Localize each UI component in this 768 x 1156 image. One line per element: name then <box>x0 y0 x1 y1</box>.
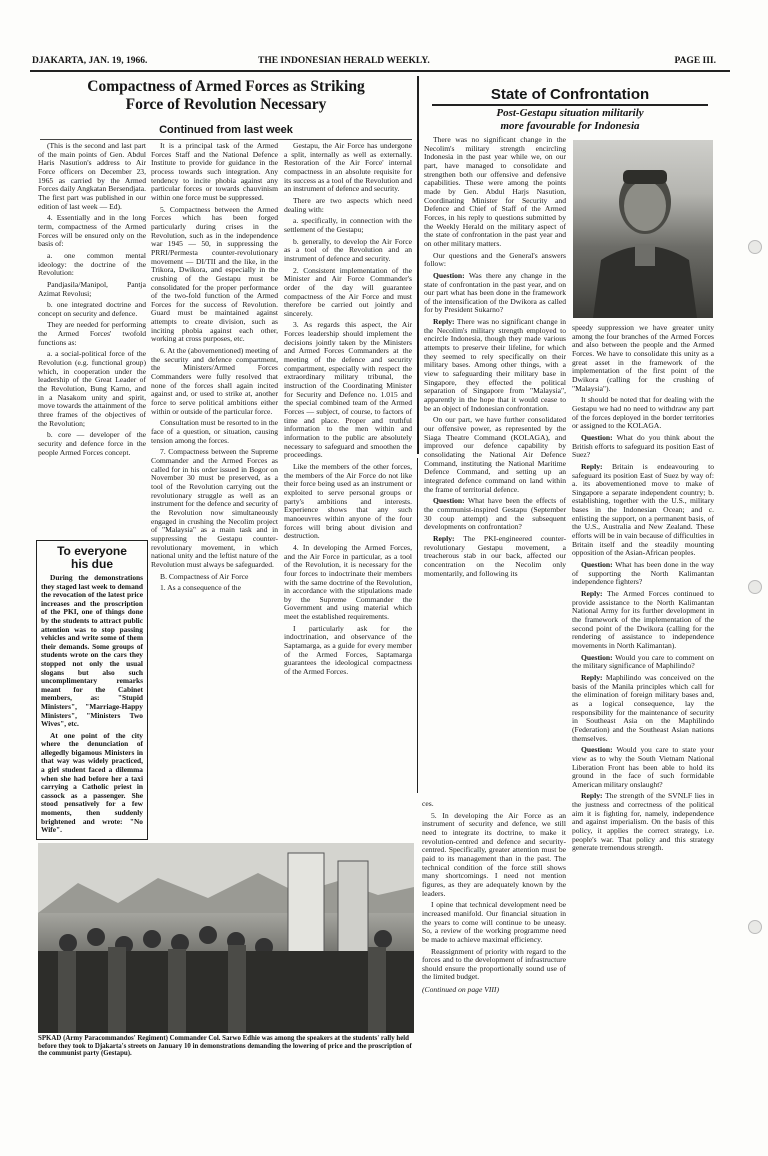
paragraph: During the demonstrations they staged last week to demand the revocation of the latest price increases and the proscription of the PKI, one of things done by the students to attract public attention was to stop passing vehicles and write some of them their demands. Some groups of students wrote on the cars they stopped not only the usual slogans but also such uncomplimentary remarks meant for the Cabinet members, as: "Stupid Ministers", "Marriage-Happy Ministers", "Ministers Two Wives", etc. <box>41 573 143 729</box>
paragraph: 7. Compactness between the Supreme Commander and the Armed Forces as called for in his order issued in Bogor on November 30 must be preserved, as a tool of the Revolution carrying out the revolutionary struggle as well as an instrument for the defence and security of the Revolution now simultaneously engaged in crushing the Necolim project of "Malaysia" as a main task and in suppressing the Gestapu counter-revolutionary movement, in which national unity and the leftist nature of the Revolution must always be safeguarded. <box>151 447 278 569</box>
paragraph: There was no significant change in the Necolim's military strength encircling Indonesia in the past year while we, on our part, have managed to consolidate and strengthen both our offensive and defensive capabilities. These were among the points made by Gen. Abdul Harjs Nasution, Coordinating Minister for Security and Defence and Chief of Staff of the Armed Forces, in his reply to questions submitted by the Weekly Herald on the military aspect of the state of confrontation in the past year and on other military matters. <box>424 135 566 248</box>
qa-label: Question: <box>581 560 613 570</box>
paragraph: 6. At the (abovementioned) meeting of the security and defence compartment, the Ministers/Armed Forces Commanders were fully resolved that none of the forces shall again incited against and, or used to strike at, another force to serve political ambitions either within or outside of the particular force. <box>151 346 278 416</box>
punch-hole <box>748 580 762 594</box>
paragraph: They are needed for performing the Armed Forces' twofold functions as: <box>38 320 146 347</box>
right-column-b <box>572 323 714 853</box>
qa-label: Reply: <box>581 791 603 801</box>
paragraph: Question: What do you think about the British efforts to safeguard its position East of Suez? <box>572 432 714 460</box>
qa-label: Question: <box>581 745 613 755</box>
portrait-photo <box>573 140 713 318</box>
paragraph: Reply: Maphilindo was conceived on the basis of the Manila principles which call for the elimination of foreign military bases and, as a logical consequence, lay the responsibility for the maintenance of security in Southeast Asia on the Maphilindo (Federation) and the Southeast Asian nations themselves. <box>572 672 714 743</box>
paragraph: There are two aspects which need dealing with: <box>284 195 412 214</box>
paragraph: I opine that technical development need be increased manifold. Our financial situation in the years to come will continue to be uneasy. So, a review of the working programme need be made to achieve maximal efficiency. <box>422 900 566 944</box>
paragraph: Reply: The PKI-engineered counter-revolutionary Gestapu movement, a treacherous stab in our back, affected our concentration on the Necolim only momentarily, and following its <box>424 533 566 578</box>
box-headline-line-2: his due <box>70 557 113 571</box>
paragraph: 3. As regards this aspect, the Air Forces leadership should implement the decisions jointly taken by the Ministers and Armed Forces Commanders at the meeting of the defence and security compartment, especially with respect the extraordinary military tribunal, the instruction of the Coordinating Minister for Security and Defence no. 1.015 and the special combined team of the Armed Forces — subject, of course, to factors of time and place. Proper and truthful information to the men within and information to the public are absolutely necessary to safeguard and smoothen the proceedings. <box>284 320 412 460</box>
paragraph: Pandjasila/Manipol, Pantja Azimat Revolusi; <box>38 279 146 298</box>
paragraph: Question: Was there any change in the state of confrontation in the past year, and on our part what has been done in the framework of the intensification of the Dwikora as called for by President Sukarno? <box>424 270 566 315</box>
right-column-b-lower <box>572 808 714 1070</box>
left-column-2 <box>151 142 278 844</box>
column-rule-lower <box>417 458 418 793</box>
punch-hole <box>748 920 762 934</box>
paragraph: speedy suppression we have greater unity among the four branches of the Armed Forces and also between the people and the Armed Forces. We have to consolidate this unity as a great asset in the framework of the implementation of the first point of the Dwikora (calling for the crushing of "Malaysia"). <box>572 323 714 393</box>
paragraph: On our part, we have further consolidated our offensive power, as represented by the Siaga Theatre Command (KOLAGA), and improved our defence capability by consolidating the National Air Defence Command, instituting the National Maritime Defence Command, and setting up an integrated defence command on land within the frame of territorial defence. <box>424 415 566 494</box>
paragraph: b. core — developer of the security and defence force in the people Armed Forces concept. <box>38 430 146 457</box>
left-column-3 <box>284 142 412 840</box>
right-subhead-line-2: more favourable for Indonesia <box>500 120 640 132</box>
paragraph: Gestapu, the Air Force has undergone a split, internally as well as externally. Restoration of the Air Force' internal compactness in an absolute requisite for its success as a tool of the Revolution and an instrument of defence and security. <box>284 141 412 194</box>
paragraph: b. one integrated doctrine and concept on security and defence. <box>38 300 146 318</box>
portrait-illustration <box>573 140 713 318</box>
subhead-rule <box>40 139 412 140</box>
right-subhead-line-1: Post-Gestapu situation militarily <box>496 107 644 119</box>
qa-label: Question: <box>581 432 613 442</box>
box-headline-line-1: To everyone <box>57 544 127 558</box>
paragraph: Question: What has been done in the way of supporting the North Kalimantan independence fighters? <box>572 560 714 587</box>
rally-photo <box>38 843 414 1033</box>
dateline: DJAKARTA, JAN. 19, 1966. <box>32 56 148 66</box>
paragraph: Reply: The strength of the SVNLF lies in the justness and correctness of the political aim it is fighting for, namely, independence and against imperialism. On the basis of this policy, it applies the correct strategy, i.e. people's war. That policy and this strategy generate tremendous strength. <box>572 791 714 853</box>
paragraph: a. specifically, in connection with the settlement of the Gestapu; <box>284 216 412 234</box>
qa-label: Reply: <box>433 533 455 543</box>
paragraph: Question: Would you care to comment on the military significance of Maphilindo? <box>572 652 714 671</box>
qa-label: Question: <box>581 652 613 662</box>
right-column-c <box>422 800 566 1060</box>
paragraph: Question: Would you care to state your view as to why the South Vietnam National Liberation Front has been able to hold its ground in the face of such formidable American military onslaught? <box>572 745 714 789</box>
qa-label: Reply: <box>433 317 455 327</box>
qa-label: Question: <box>433 496 465 506</box>
paragraph: 2. Consistent implementation of the Minister and Air Force Commander's order of the day will guarantee compactness of the Air Force and must therefore be carried out jointly and sincerely. <box>284 265 412 318</box>
masthead <box>30 54 730 72</box>
column-rule <box>417 76 419 454</box>
left-headline <box>40 78 412 114</box>
paragraph: It should be noted that for dealing with the Gestapu we had no need to withdraw any part of the forces deployed in the border territories or assigned to the KOLAGA. <box>572 395 714 431</box>
paragraph: 4. In developing the Armed Forces, and the Air Force in particular, as a tool of the Revolution, it is necessary for the four forces to indoctrinate their members with the same doctrine of the Revolution, in accordance with the stipulations made by the Supreme Commander the Government and using material which meet the established requirements. <box>284 542 412 622</box>
paragraph: a. a social-political force of the Revolution (e.g. functional group) which, in cooperation under the leadership of the Great Leader of the Revolution, Bung Karno, and in a Nasakom unity and spirit, move towards the attainment of the three frames of the objectives of the Revolution; <box>38 349 146 428</box>
left-column-1 <box>38 142 146 536</box>
sidebar-box <box>36 540 148 840</box>
qa-label: Reply: <box>581 461 603 471</box>
left-subhead: Continued from last week <box>159 124 293 136</box>
paragraph: Reply: Britain is endeavouring to safeguard its position East of Suez by way of: a. its abovementioned move to make of Singapore a separate independent country; b. establishing, together with the U.S., military bases in the Indonesian Ocean; and c. enlisting the support, on a permanent basis, of the U.S., Australia and New Zealand. These efforts will be in vain because of difficulties in Britain itself and the steadily mounting opposition of the Asian-African peoples. <box>572 461 714 558</box>
paragraph: I particularly ask for the indoctrination, and observance of the Saptamarga, as a guide for every member of the Armed Forces, Saptamarga guarantees the ideological compactness of the Armed Forces. <box>284 623 412 677</box>
qa-label: Reply: <box>581 672 603 682</box>
punch-hole <box>748 240 762 254</box>
right-column-a <box>424 136 566 796</box>
left-headline-line-1: Compactness of Armed Forces as Striking <box>87 78 365 95</box>
paragraph: It is a principal task of the Armed Forces Staff and the National Defence Institute to provide for guidance in the process towards such integration. Any tendency to incite phobia against any particular forces or towards chauvinism within one force must be suppressed. <box>151 141 278 202</box>
qa-label: Question: <box>433 270 465 280</box>
paragraph: ces. <box>422 799 434 808</box>
left-headline-line-2: Force of Revolution Necessary <box>125 96 327 113</box>
paragraph: 5. In developing the Air Force as an instrument of security and defence, we still need to integrate its doctrine, to make it revolution-centred and defence and security-centred. Specifically, greater attention must be paid to its management than in the past. The technical condition of the force still shows many shortcomings. I need not mention figures, as they are adequately known by the leaders. <box>422 810 566 898</box>
paragraph: Question: What have been the effects of the communist-inspired Gestapu (September 30 coup attempt) and the subsequent developments on confrontation? <box>424 496 566 532</box>
continued-note: (Continued on page VIII) <box>422 985 499 995</box>
paragraph: Like the members of the other forces, the members of the Air Force do not like their force being used as an instrument or exploited to serve personal groups or party's ambitions and interests. Experience shows that any such manoeuvres within anyone of the four forces will bring about division and destruction. <box>284 461 412 541</box>
paragraph: (This is the second and last part of the main points of Gen. Abdul Haris Nasution's address to Air Force officers on December 23, 1965 as carried by the Armed Forces daily Angkatan Bersendjata. The first part was published in our edition of last week — Ed). <box>38 141 146 211</box>
paragraph: Reply: The Armed Forces continued to provide assistance to the North Kalimantan National Army for its further development in the framework of the implementation of the second point of the Dwikora (calling for the rendering of assistance to independence movements in North Kalimantan). <box>572 589 714 650</box>
paragraph: 1. As a consequence of the <box>160 583 241 593</box>
box-body <box>41 574 143 836</box>
qa-label: Reply: <box>581 589 603 599</box>
photo-caption: SPKAD (Army Paracommandos' Regiment) Commander Col. Sarwo Edhie was among the speakers at the students' rally held before they took to Djakarta's streets on January 10 in demonstrations demanding the lowering of price and the proscription of the communist party (Gestapu). <box>38 1035 412 1058</box>
right-headline: State of Confrontation <box>490 86 650 103</box>
paragraph: Consultation must be resorted to in the face of a question, or situation, causing tension among the forces. <box>151 418 278 445</box>
paragraph: At one point of the city where the denunciation of allegedly bigamous Ministers in that way was widely practiced, a girl student faced a dilemma when she had before her a taxi carrying a Catholic priest in cassock as a passenger. She stood pensatively for a few moments, then suddenly brightened and wrote: "No Wife". <box>41 730 143 835</box>
right-subhead <box>422 107 718 133</box>
paragraph: 4. Essentially and in the long term, compactness of the Armed Forces will be ensured only on the basis of: <box>38 213 146 249</box>
paper-name: THE INDONESIAN HERALD WEEKLY. <box>258 56 430 66</box>
paragraph: b. generally, to develop the Air Force as a tool of the Revolution and an instrument of defence and security. <box>284 236 412 263</box>
rally-illustration <box>38 843 414 1033</box>
paragraph: B. Compactness of Air Force <box>160 571 249 581</box>
paragraph: Our questions and the General's answers follow: <box>424 250 566 269</box>
right-headline-rule <box>432 104 708 106</box>
continued-label: Continued on page VIII <box>424 985 497 995</box>
page-number: PAGE III. <box>674 56 716 66</box>
paragraph: Reassignment of priority with regard to the forces and to the development of infrastructure should ensure the proportionally sound use of the limited budget. <box>422 946 566 982</box>
paragraph: 5. Compactness between the Armed Forces which has been forged particularly during crises in the Revolution, such as in the independence war 1945 — 50, in suppressing the PRRI/Permesta counter-revolutionary movement — DI/TII and the like, in the Trikora, Dwikora, and especially in the crushing of the Gestapu must be consolidated for the proper performance of the two-fold function of the Armed Forces for the success of Revolution. Guard must be maintained against attempts to create division, such as inciting phobia against each other, working at cross purposes, etc. <box>151 204 278 344</box>
paragraph: Reply: There was no significant change in the Necolim's military strength employed to encircle Indonesia, though they made various attempts to preserve their lifeline, for which they seemed to rely specifically on their military bases. Among other things, with a view to safeguarding their military base in Singapore, they effected the political separation of Singapore from "Malaysia", apparently in the hope that it would cease to be an object of Indonesian confrontation. <box>424 317 566 413</box>
box-headline <box>37 545 147 571</box>
paragraph: a. one common mental ideology: the doctrine of the Revolution: <box>38 250 146 278</box>
